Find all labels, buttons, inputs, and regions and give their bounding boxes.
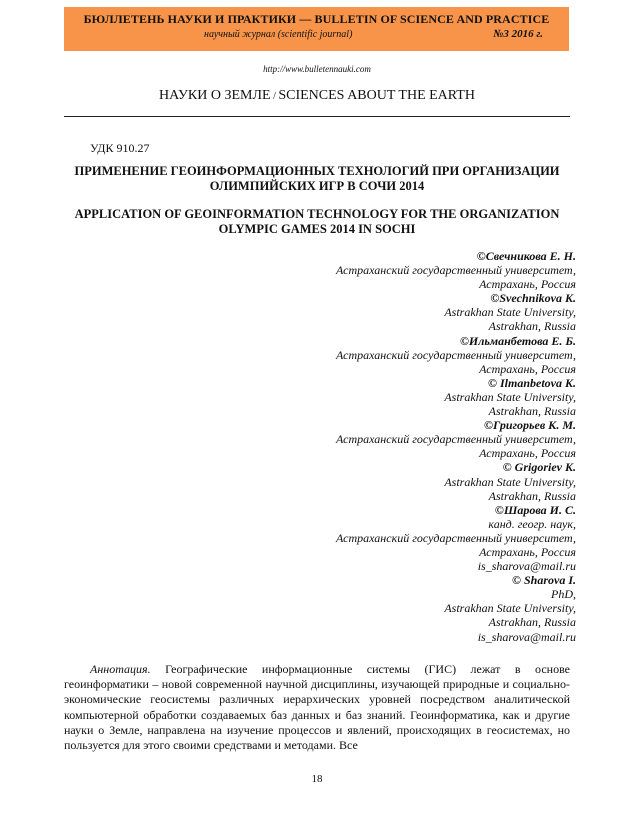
author-email[interactable]: is_sharova@mail.ru [477, 559, 576, 574]
title-ru-line-1: ПРИМЕНЕНИЕ ГЕОИНФОРМАЦИОННЫХ ТЕХНОЛОГИЙ ПРИ ОРГАНИЗАЦИИ [74, 164, 560, 178]
article-title-en [64, 207, 570, 237]
abstract-paragraph [64, 662, 570, 753]
section-divider [64, 116, 570, 117]
author-location: Астрахань, Россия [479, 361, 576, 376]
title-ru-line-2: ОЛИМПИЙСКИХ ИГР В СОЧИ 2014 [209, 179, 425, 193]
author-affiliation: Астраханский государственный университет, [336, 432, 576, 447]
author-affiliation: Astrakhan State University, [444, 305, 576, 320]
section-en: SCIENCES ABOUT THE EARTH [278, 88, 475, 103]
author-location: Astrakhan, Russia [488, 404, 576, 419]
author-degree: PhD, [551, 587, 576, 602]
author-name: ©Григорьев К. М. [484, 418, 576, 433]
author-location: Астрахань, Россия [479, 446, 576, 461]
author-block [336, 249, 576, 644]
udk-code: УДК 910.27 [90, 141, 150, 155]
author-affiliation: Астраханский государственный университет, [336, 347, 576, 362]
author-location: Astrakhan, Russia [488, 488, 576, 503]
author-affiliation: Астраханский государственный университет, [336, 263, 576, 278]
section-ru: НАУКИ О ЗЕМЛЕ [159, 88, 271, 103]
author-name: ©Svechnikova K. [490, 291, 576, 306]
author-location: Astrakhan, Russia [488, 319, 576, 334]
journal-url[interactable]: http://www.bulletennauki.com [263, 64, 371, 74]
section-title [0, 88, 634, 104]
issue-number: №3 2016 г. [493, 28, 543, 40]
author-affiliation: Astrakhan State University, [444, 474, 576, 489]
title-en-line-2: OLYMPIC GAMES 2014 IN SOCHI [218, 222, 416, 236]
author-name: © Ilmanbetova K. [488, 375, 576, 390]
author-location: Астрахань, Россия [479, 277, 576, 292]
author-affiliation: Astrakhan State University, [444, 389, 576, 404]
title-en-line-1: APPLICATION OF GEOINFORMATION TECHNOLOGY FOR THE ORGANIZATION [74, 207, 560, 221]
journal-title: БЮЛЛЕТЕНЬ НАУКИ И ПРАКТИКИ — BULLETIN OF SCIENCE AND PRACTICE [83, 12, 550, 26]
author-degree: канд. геогр. наук, [488, 516, 576, 531]
author-name: © Grigoriev K. [502, 460, 576, 475]
author-location: Astrakhan, Russia [488, 615, 576, 630]
abstract-text: Географические информационные системы (ГИС) лежат в основе геоинформатики – новой современной научной дисциплины, изучающей природные и социально-экономические геосистемы различных иерархических уровней посредством аналитической компьютерной обработки создаваемых баз данных и баз знаний. Геоинформатика, как и другие науки о Земле, направлена на изучение процессов и явлений, происходящих в геосистемах, но пользуется для этого своими средствами и методами. Все [64, 662, 570, 753]
author-name: © Sharova I. [512, 573, 576, 588]
journal-header [64, 7, 569, 51]
article-title-ru [64, 164, 570, 194]
abstract-label: Аннотация. [90, 662, 151, 676]
author-name: ©Шарова И. С. [494, 502, 576, 517]
author-affiliation: Astrakhan State University, [444, 601, 576, 616]
page-number: 18 [311, 773, 323, 785]
author-email[interactable]: is_sharova@mail.ru [477, 629, 576, 644]
author-name: ©Свечникова Е. Н. [476, 249, 576, 263]
section-separator: / [270, 91, 279, 102]
author-affiliation: Астраханский государственный университет, [336, 530, 576, 545]
journal-subtitle: научный журнал (scientific journal) [204, 29, 353, 40]
author-name: ©Ильманбетова Е. Б. [459, 333, 576, 348]
author-location: Астрахань, Россия [479, 544, 576, 559]
